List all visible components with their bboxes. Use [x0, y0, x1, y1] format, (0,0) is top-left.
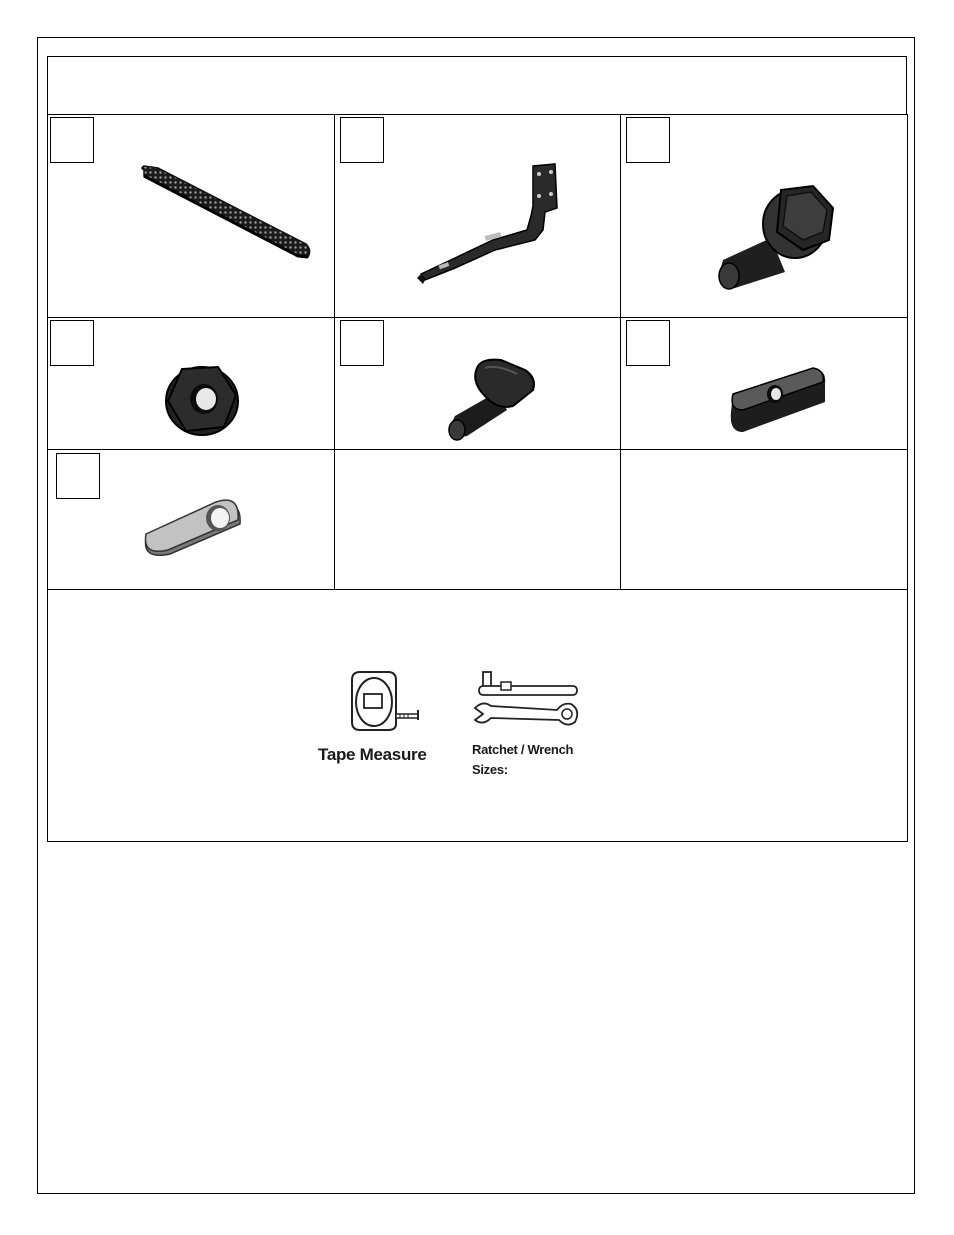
mounting-bracket-icon [415, 160, 575, 290]
part-cell-7 [48, 450, 334, 589]
part-cell-3 [621, 115, 907, 317]
part-number-box [340, 320, 384, 366]
part-number-box [626, 320, 670, 366]
part-cell-4 [48, 318, 334, 449]
step-pad-icon [138, 160, 313, 265]
carriage-bolt-icon [441, 356, 541, 442]
flange-nut-icon [162, 363, 242, 437]
sizes-label: Sizes: [472, 762, 508, 777]
square-nut-plate-icon [721, 362, 831, 442]
ratchet-wrench-icon [473, 670, 583, 730]
ratchet-wrench-label [472, 740, 573, 780]
part-cell-5 [335, 318, 620, 449]
tools-section [47, 589, 908, 842]
part-cell-empty [621, 450, 907, 589]
parts-grid [47, 114, 908, 590]
part-number-box [56, 453, 100, 499]
part-cell-6 [621, 318, 907, 449]
part-number-box [50, 117, 94, 163]
ratchet-label: Ratchet / Wrench [472, 742, 574, 757]
header-box [47, 56, 907, 115]
part-number-box [50, 320, 94, 366]
flange-bolt-icon [713, 180, 843, 292]
spacer-plate-icon [138, 496, 248, 566]
part-cell-empty [335, 450, 620, 589]
part-number-box [340, 117, 384, 163]
tape-measure-icon [348, 670, 424, 734]
part-cell-2 [335, 115, 620, 317]
part-cell-1 [48, 115, 334, 317]
part-number-box [626, 117, 670, 163]
tape-measure-label: Tape Measure [318, 745, 427, 764]
